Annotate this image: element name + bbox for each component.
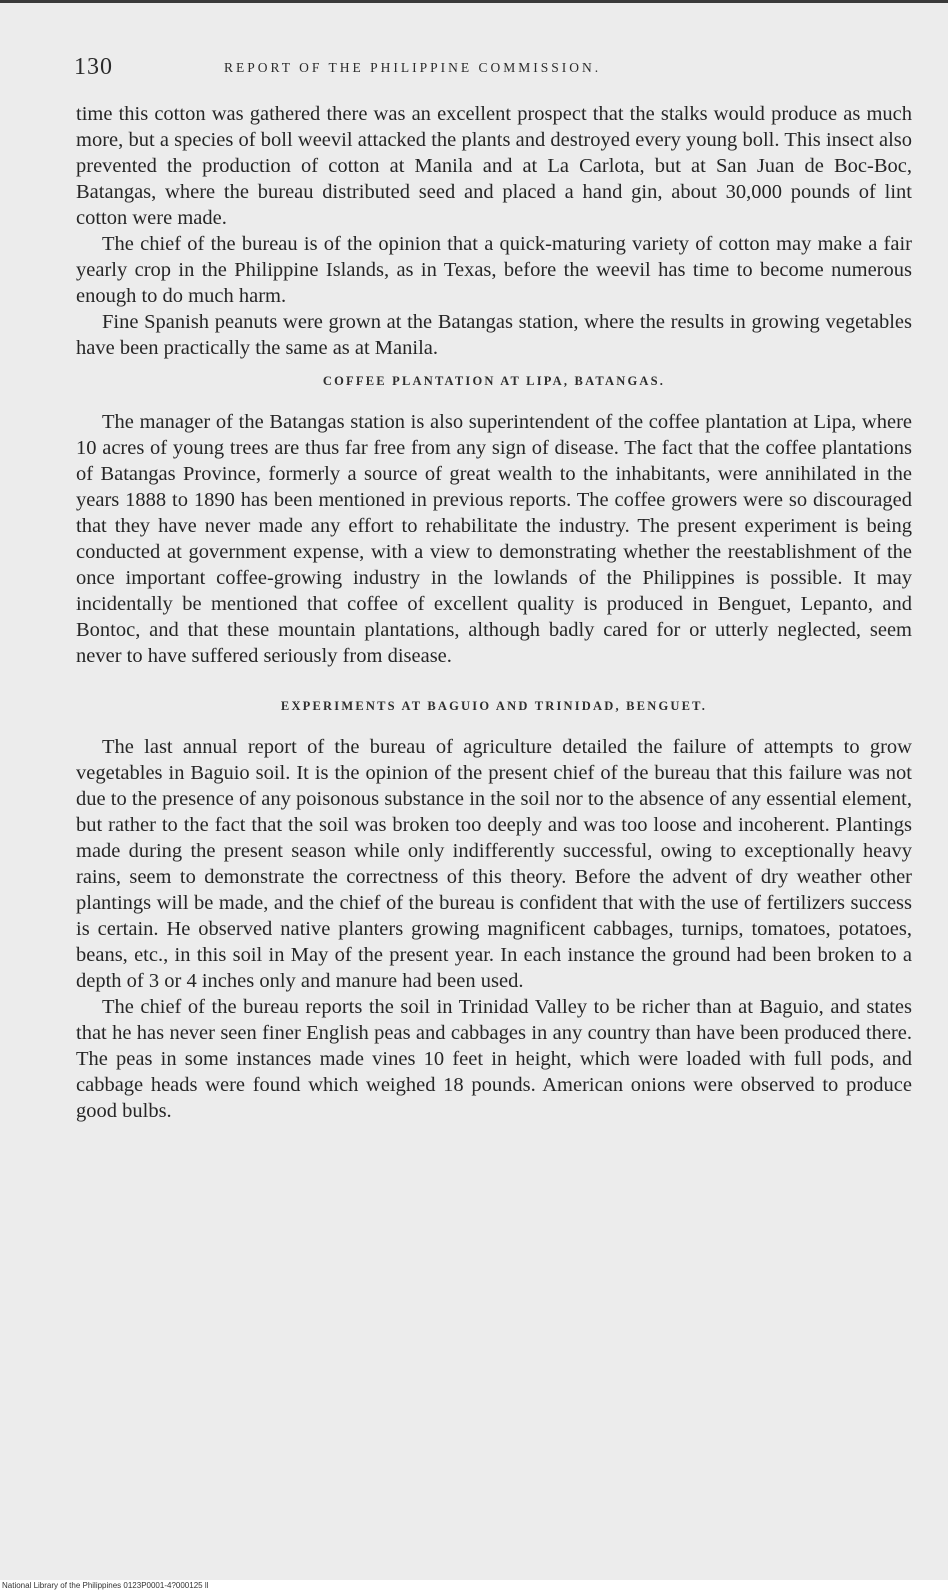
running-title: REPORT OF THE PHILIPPINE COMMISSION.: [224, 60, 602, 75]
paragraph-coffee-plantation: The manager of the Batangas station is also superintendent of the coffee plantation at Lipa, where 10 acres of young trees are thus far free from any sign of disease. The fact that the coffee plantations of Batangas Province, formerly a source of great wealth to the inhabitants, were annihilated in the years 1888 to 1890 has been mentioned in previous reports. The coffee growers were so discouraged that they have never made any effort to rehabilitate the industry. The present experiment is being conducted at government expense, with a view to demonstrating whether the reestablishment of the once important coffee-growing industry in the lowlands of the Philippines is possible. It may incidentally be mentioned that coffee of excellent quality is produced in Benguet, Lepanto, and Bontoc, and that these mountain plantations, although badly cared for or utterly neglected, seem never to have suffered seriously from disease.: [76, 411, 912, 667]
paragraph-baguio-soil: The last annual report of the bureau of agriculture detailed the failure of attempts to grow vegetables in Baguio soil. It is the opinion of the present chief of the bureau that this failure was not due to the presence of any poisonous substance in the soil nor to the absence of any essential element, but rather to the fact that the soil was broken too deeply and was too loose and incoherent. Plantings made during the present season while only indifferently successful, owing to exceptionally heavy rains, seem to demonstrate the correctness of this theory. Before the advent of dry weather other plantings will be made, and the chief of the bureau is confident that with the use of fertilizers success is certain. He observed native planters growing magnificent cabbages, turnips, tomatoes, potatoes, beans, etc., in this soil in May of the present year. In each instance the ground had been broken to a depth of 3 or 4 inches only and manure had been used.: [76, 736, 912, 992]
scan-footer-text: National Library of the Philippines 0123P0001-4?000125 ll: [2, 1581, 209, 1590]
paragraph-cotton-continued: time this cotton was gathered there was an excellent prospect that the stalks would produce as much more, but a species of boll weevil attacked the plants and destroyed every young boll. This insect also prevented the production of cotton at Manila and at La Carlota, but at San Juan de Boc-Boc, Batangas, where the bureau distributed seed and placed a hand gin, about 30,000 pounds of lint cotton were made.: [76, 103, 912, 229]
paragraph-trinidad-valley: The chief of the bureau reports the soil in Trinidad Valley to be richer than at Baguio, and states that he has never seen finer English peas and cabbages in any country than have been produced there. The peas in some instances made vines 10 feet in height, which were loaded with full pods, and cabbage heads were found which weighed 18 pounds. American onions were observed to produce good bulbs.: [76, 996, 912, 1122]
page-body: [76, 101, 912, 1124]
top-edge-rule: [0, 0, 948, 3]
section-heading-baguio-trinidad: EXPERIMENTS AT BAGUIO AND TRINIDAD, BENGUET.: [280, 699, 708, 713]
page-number: 130: [74, 54, 113, 80]
running-head: [74, 52, 916, 88]
scan-footer: [0, 1580, 948, 1593]
section-heading-coffee-plantation: COFFEE PLANTATION AT LIPA, BATANGAS.: [322, 374, 666, 388]
paragraph-spanish-peanuts: Fine Spanish peanuts were grown at the Batangas station, where the results in growing vegetables have been practically the same as at Manila.: [76, 311, 912, 359]
paragraph-quick-maturing-cotton: The chief of the bureau is of the opinion that a quick-maturing variety of cotton may make a fair yearly crop in the Philippine Islands, as in Texas, before the weevil has time to become numerous enough to do much harm.: [76, 233, 912, 307]
